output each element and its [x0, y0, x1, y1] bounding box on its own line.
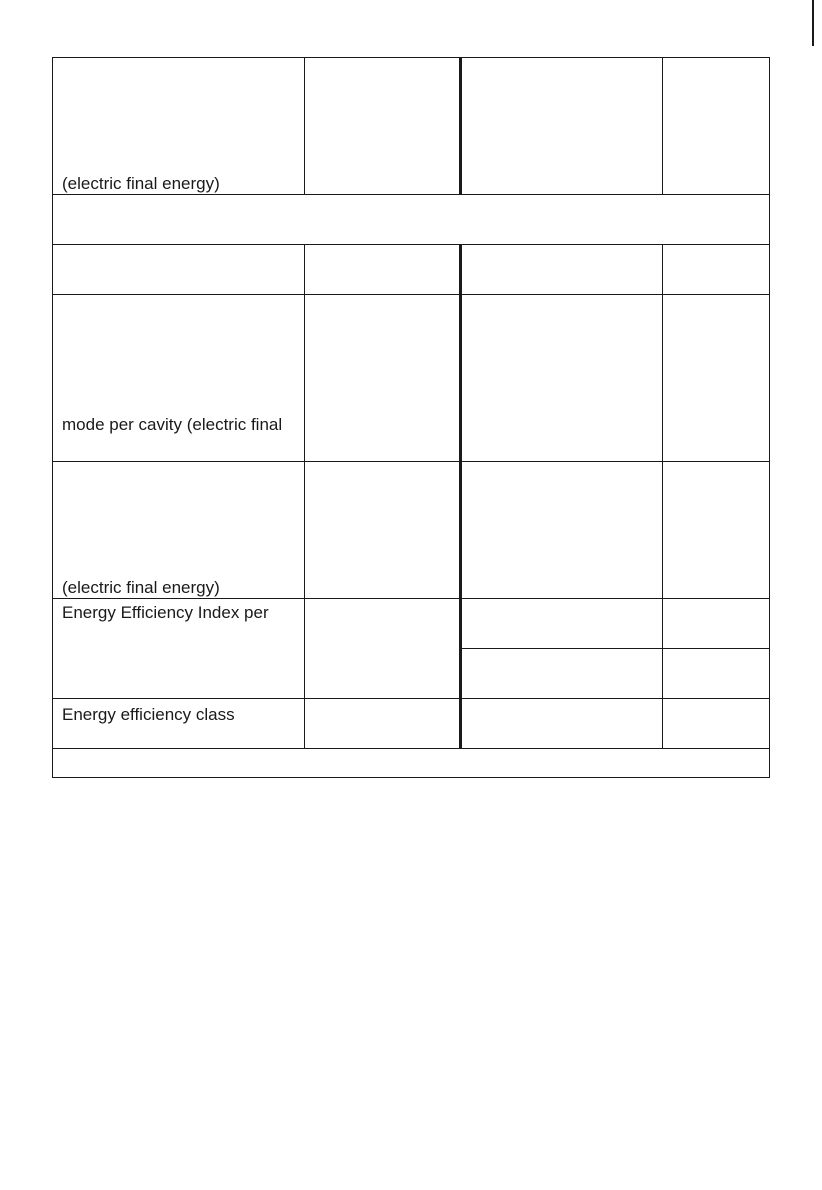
row6b-col4-cell	[662, 648, 770, 699]
row7-col2-cell	[304, 698, 461, 749]
row5-label-cell	[52, 461, 305, 599]
row6-col2-cell	[304, 598, 461, 699]
row8-full-cell	[52, 748, 770, 778]
row1-col3-cell	[461, 57, 663, 195]
row5-col4-cell	[662, 461, 770, 599]
row4-col2-cell	[304, 294, 461, 462]
row3-col4-cell	[662, 244, 770, 295]
row6-label-cell	[52, 598, 305, 699]
row1-col4-cell	[662, 57, 770, 195]
row1-label: (electric final energy)	[62, 174, 220, 193]
row4-col4-cell	[662, 294, 770, 462]
row4-col3-cell	[461, 294, 663, 462]
row3-col3-cell	[461, 244, 663, 295]
energy-data-table	[52, 57, 770, 778]
row4-label: mode per cavity (electric final	[62, 415, 283, 434]
row5-col2-cell	[304, 461, 461, 599]
row6a-col3-cell	[461, 598, 663, 649]
page-edge-mark	[812, 0, 814, 46]
row7-col3-cell	[461, 698, 663, 749]
row5-label: (electric final energy)	[62, 578, 220, 597]
row3-label-cell	[52, 244, 305, 295]
row7-label-cell	[52, 698, 305, 749]
row7-label: Energy efficiency class	[62, 705, 235, 724]
row3-col2-cell	[304, 244, 461, 295]
row1-col2-cell	[304, 57, 461, 195]
row7-col4-cell	[662, 698, 770, 749]
row6-label: Energy Efficiency Index per	[62, 603, 269, 622]
row2-full-cell	[52, 194, 770, 245]
row1-label-cell	[52, 57, 305, 195]
row6a-col4-cell	[662, 598, 770, 649]
row5-col3-cell	[461, 461, 663, 599]
row4-label-cell	[52, 294, 305, 462]
row6b-col3-cell	[461, 648, 663, 699]
